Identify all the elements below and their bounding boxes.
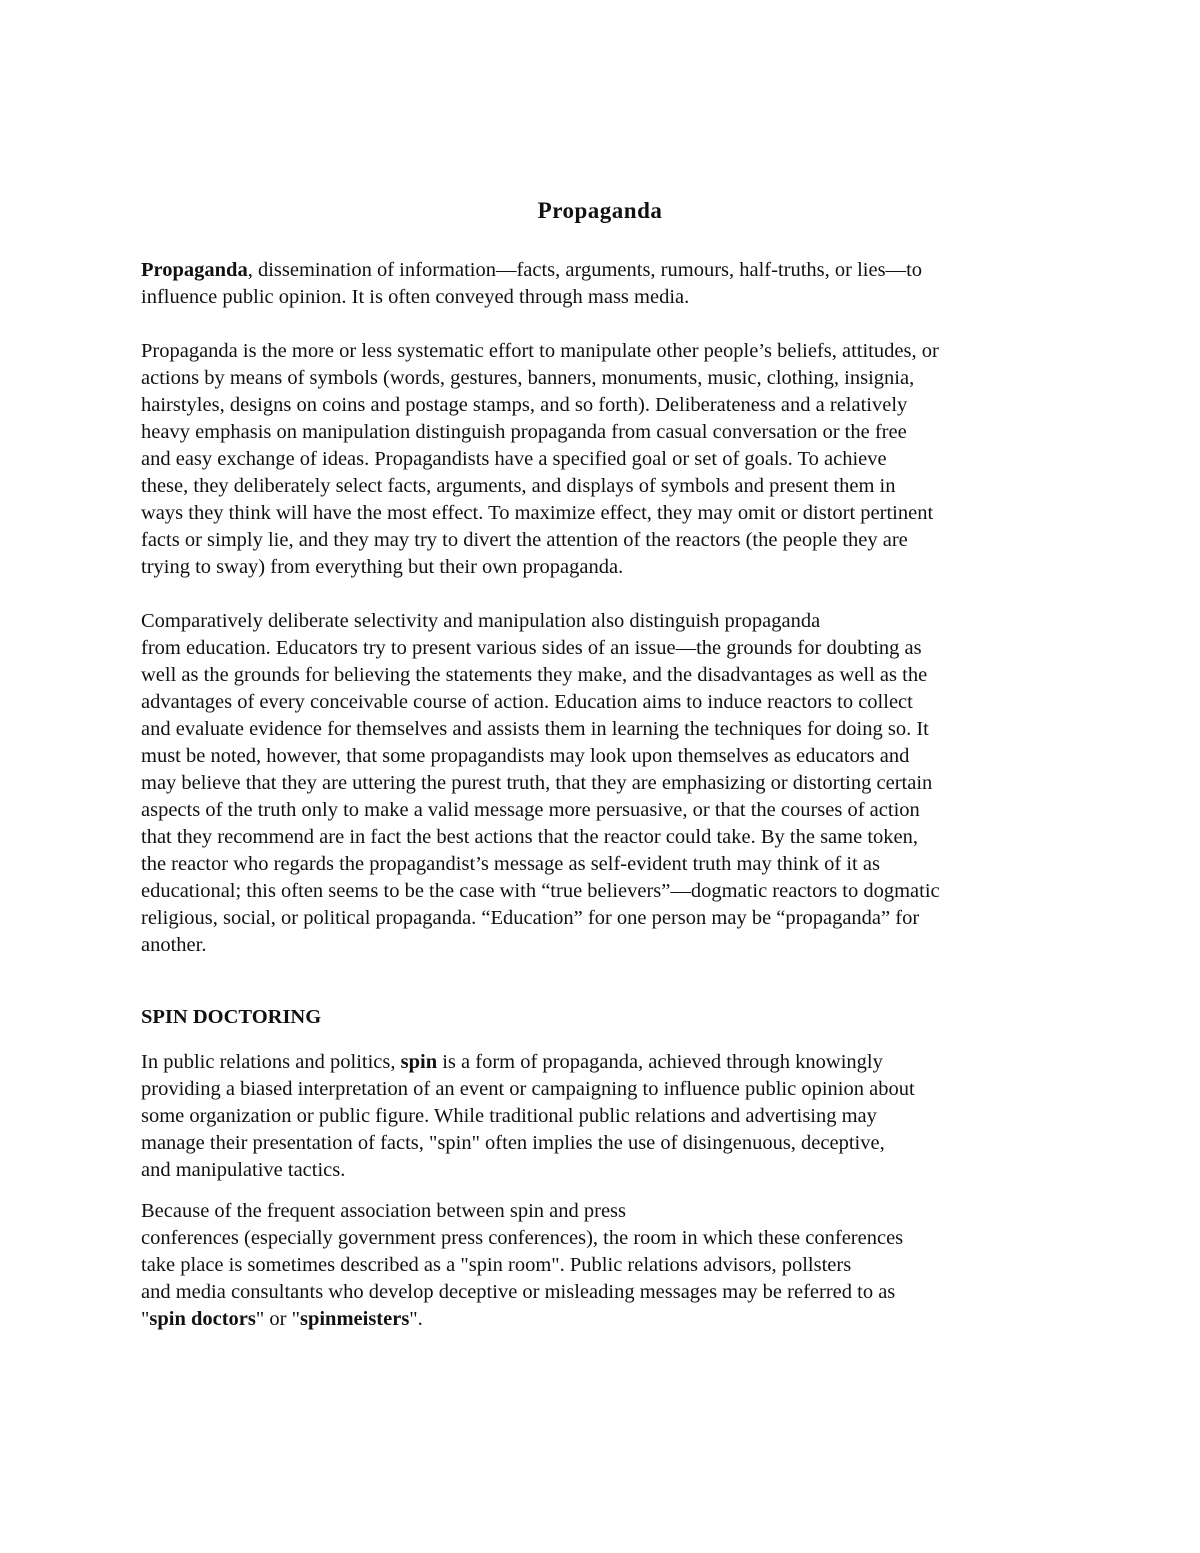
section-heading-spin-doctoring: SPIN DOCTORING bbox=[141, 1006, 322, 1028]
paragraph-systematic-effort bbox=[141, 338, 1081, 581]
paragraph-line: must be noted, however, that some propagandists may look upon themselves as educators and bbox=[141, 745, 910, 767]
paragraph-line: facts or simply lie, and they may try to divert the attention of the reactors (the people they are bbox=[141, 529, 908, 551]
paragraph-line: Because of the frequent association between spin and press bbox=[141, 1200, 627, 1222]
bold-term-spinmeisters: spinmeisters bbox=[299, 1308, 410, 1330]
paragraph-education bbox=[141, 608, 1081, 959]
bold-term-spin-doctors: spin doctors bbox=[149, 1308, 256, 1330]
paragraph-line: Propaganda, dissemination of information—facts, arguments, rumours, half-truths, or lies—to bbox=[141, 259, 923, 281]
paragraph-line: these, they deliberately select facts, arguments, and displays of symbols and present them in bbox=[141, 475, 896, 497]
paragraph-line: Propaganda is the more or less systematic effort to manipulate other people’s beliefs, attitudes, or bbox=[141, 340, 939, 362]
paragraph-line: take place is sometimes described as a "spin room". Public relations advisors, pollsters bbox=[141, 1254, 852, 1276]
paragraph-line: trying to sway) from everything but their own propaganda. bbox=[141, 556, 624, 578]
paragraph-line: that they recommend are in fact the best actions that the reactor could take. By the same token, bbox=[141, 826, 918, 848]
paragraph-line: some organization or public figure. While traditional public relations and advertising may bbox=[141, 1105, 877, 1127]
paragraph-line: and evaluate evidence for themselves and assists them in learning the techniques for doing so. It bbox=[141, 718, 929, 740]
paragraph-line: "spin doctors" or "spinmeisters". bbox=[141, 1308, 423, 1330]
paragraph-line: from education. Educators try to present various sides of an issue—the grounds for doubting as bbox=[141, 637, 922, 659]
paragraph-line: the reactor who regards the propagandist’s message as self-evident truth may think of it as bbox=[141, 853, 880, 875]
paragraph-line: and easy exchange of ideas. Propagandists have a specified goal or set of goals. To achieve bbox=[141, 448, 887, 470]
paragraph-line: In public relations and politics, spin is a form of propaganda, achieved through knowingly bbox=[141, 1051, 883, 1073]
paragraph-line: manage their presentation of facts, "spin" often implies the use of disingenuous, deceptive, bbox=[141, 1132, 885, 1154]
bold-term-propaganda: Propaganda bbox=[141, 259, 248, 281]
paragraph-line: providing a biased interpretation of an event or campaigning to influence public opinion about bbox=[141, 1078, 915, 1100]
paragraph-line: heavy emphasis on manipulation distinguish propaganda from casual conversation or the free bbox=[141, 421, 907, 443]
paragraph-line: educational; this often seems to be the case with “true believers”—dogmatic reactors to dogmatic bbox=[141, 880, 940, 902]
paragraph-line: advantages of every conceivable course of action. Education aims to induce reactors to collect bbox=[141, 691, 913, 713]
paragraph-line: Comparatively deliberate selectivity and manipulation also distinguish propaganda bbox=[141, 610, 821, 632]
paragraph-line: well as the grounds for believing the statements they make, and the disadvantages as well as the bbox=[141, 664, 928, 686]
paragraph-line: ways they think will have the most effect. To maximize effect, they may omit or distort pertinent bbox=[141, 502, 934, 524]
paragraph-line: hairstyles, designs on coins and postage stamps, and so forth). Deliberateness and a relatively bbox=[141, 394, 908, 416]
paragraph-definition bbox=[141, 257, 1081, 311]
paragraph-line: actions by means of symbols (words, gestures, banners, monuments, music, clothing, insignia, bbox=[141, 367, 915, 389]
paragraph-line: religious, social, or political propaganda. “Education” for one person may be “propaganda” for bbox=[141, 907, 920, 929]
paragraph-line: influence public opinion. It is often conveyed through mass media. bbox=[141, 286, 690, 308]
page-title: Propaganda bbox=[537, 198, 663, 223]
paragraph-line: another. bbox=[141, 934, 207, 956]
paragraph-line: conferences (especially government press conferences), the room in which these conferences bbox=[141, 1227, 904, 1249]
paragraph-line: and manipulative tactics. bbox=[141, 1159, 346, 1181]
paragraph-line: and media consultants who develop deceptive or misleading messages may be referred to as bbox=[141, 1281, 896, 1303]
paragraph-spin-definition bbox=[141, 1049, 1081, 1184]
paragraph-line: aspects of the truth only to make a valid message more persuasive, or that the courses of action bbox=[141, 799, 920, 821]
paragraph-line: may believe that they are uttering the purest truth, that they are emphasizing or distorting certain bbox=[141, 772, 933, 794]
paragraph-spin-room bbox=[141, 1198, 1081, 1333]
bold-term-spin: spin bbox=[400, 1051, 438, 1073]
